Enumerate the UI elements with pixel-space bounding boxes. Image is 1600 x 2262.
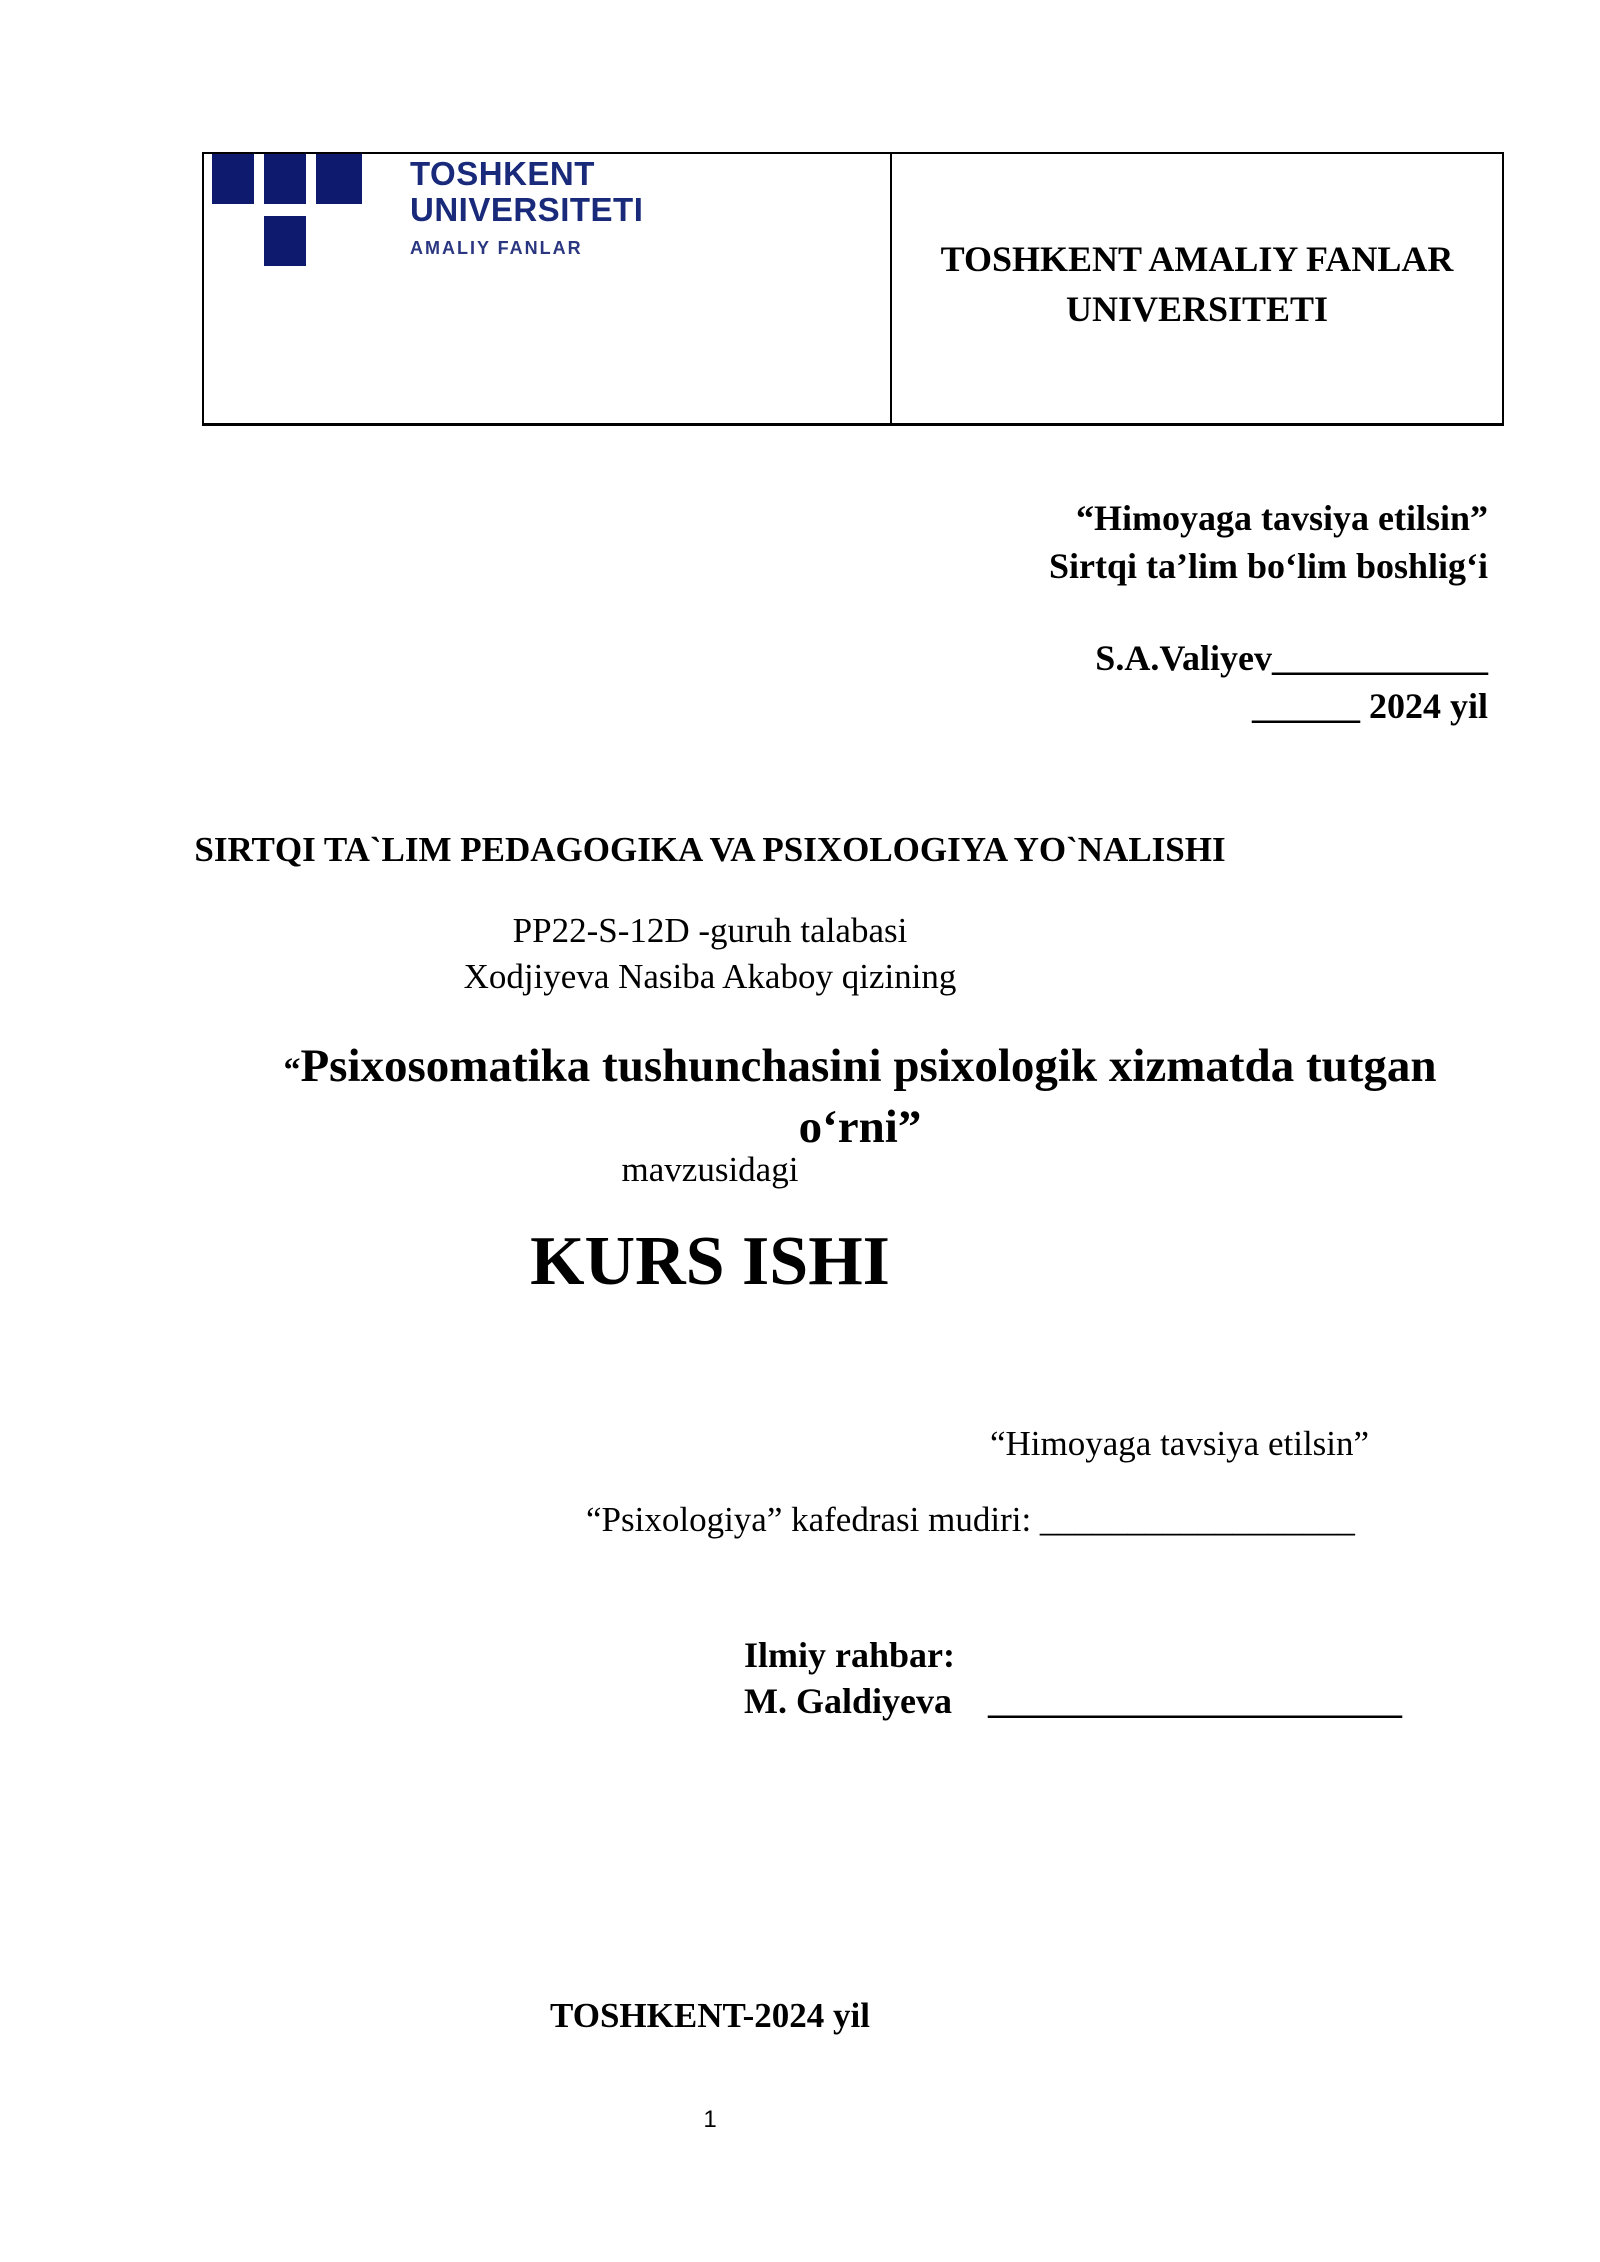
university-name-cell [892,154,1502,423]
logo-cell [204,154,892,423]
advisor-name: M. Galdiyeva [744,1681,952,1721]
document-title: KURS ISHI [530,1223,890,1300]
advisor-signature-line: _______________________ [987,1681,1402,1721]
logo-line-1: TOSHKENT [410,155,595,192]
approval-block-top [1049,494,1488,730]
student-info [0,908,1570,1000]
approval-position: Sirtqi ta’lim bo‘lim boshlig‘i [1048,546,1488,586]
university-name: TOSHKENT AMALIY FANLAR UNIVERSITETI [940,239,1454,329]
header-table [202,152,1504,426]
approval-date: ______ 2024 yil [1251,686,1488,726]
advisor-block [744,1632,1402,1724]
kafedra-head-line: “Psixologiya” kafedrasi mudiri: __________________ [586,1500,1355,1539]
university-logo [208,154,708,274]
topic-open-quote: “ [283,1052,301,1089]
city-year: TOSHKENT-2024 yil [550,1996,870,2035]
student-name: Xodjiyeva Nasiba Akaboy qizining [463,957,957,996]
advisor-label: Ilmiy rahbar: [744,1635,955,1675]
logo-mark-icon [208,154,368,274]
advisor-line [744,1678,1402,1724]
approval-recommend-bottom: “Himoyaga tavsiya etilsin” [990,1424,1370,1463]
topic-title [260,1038,1460,1155]
logo-line-2: UNIVERSITETI [410,191,644,228]
page-number: 1 [703,2106,717,2133]
logo-text [410,156,643,259]
topic-text: Psixosomatika tushunchasini psixologik xizmatda tutgan o‘rni” [300,1040,1437,1153]
approval-signature: S.A.Valiyev____________ [1095,638,1488,678]
study-direction: SIRTQI TA`LIM PEDAGOGIKA VA PSIXOLOGIYA YO`NALISHI [194,830,1226,869]
topic-subtitle: mavzusidagi [621,1150,799,1189]
approval-recommend: “Himoyaga tavsiya etilsin” [1076,498,1488,538]
student-group: PP22-S-12D -guruh talabasi [512,911,908,950]
logo-line-3: AMALIY FANLAR [410,238,583,258]
